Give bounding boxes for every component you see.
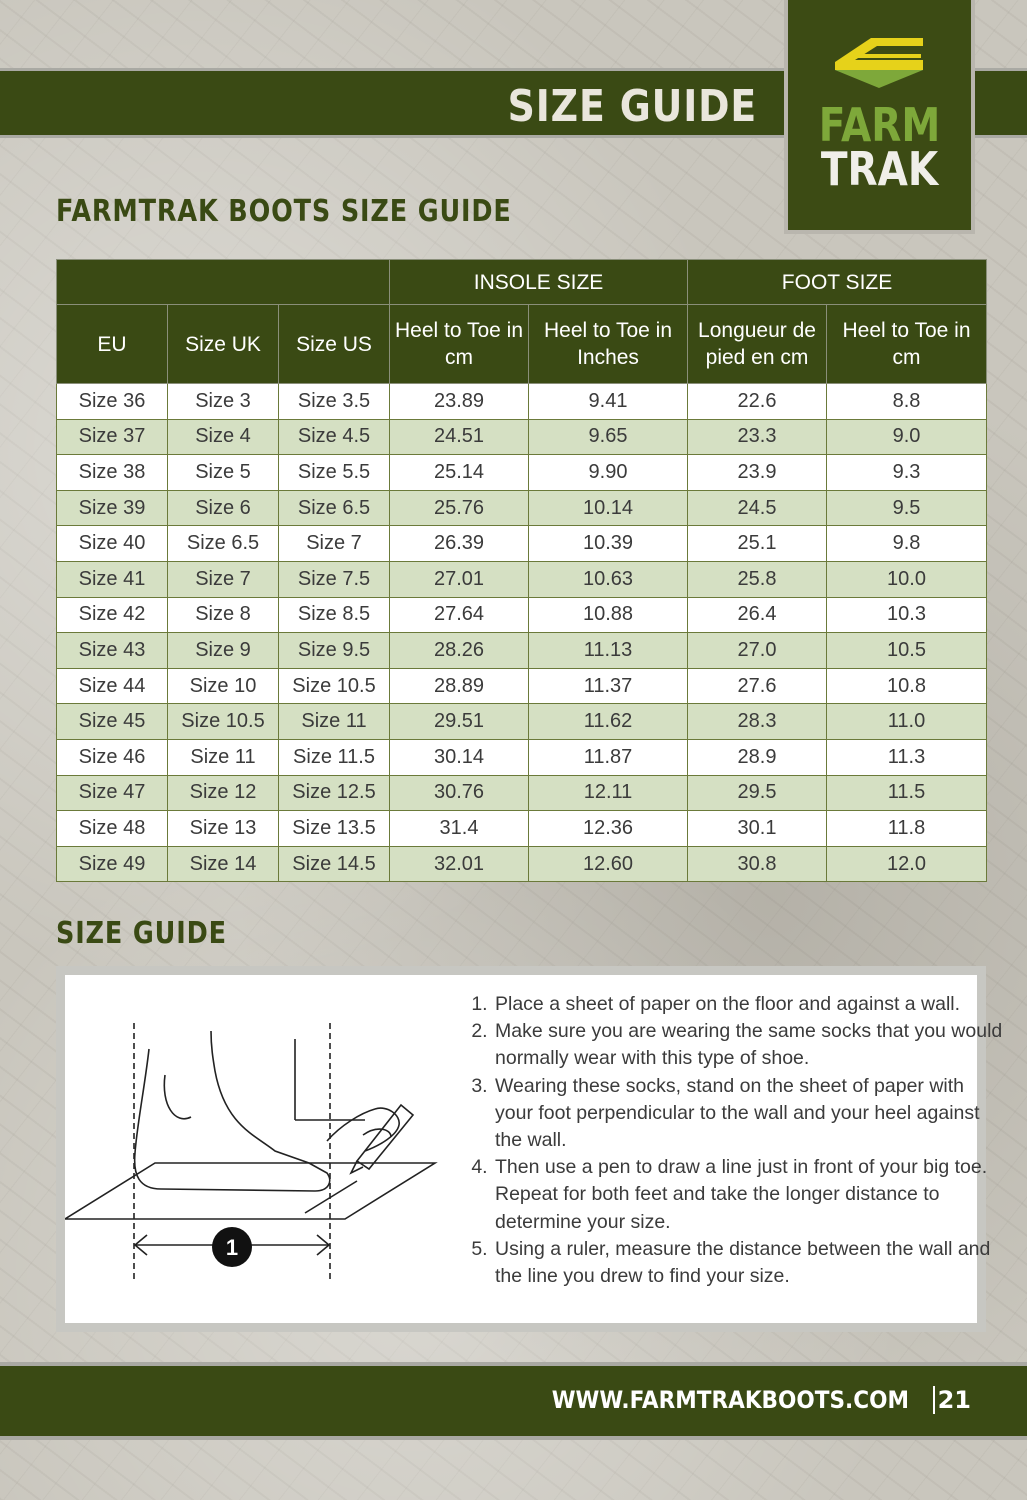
banner-title: SIZE GUIDE [507,81,757,132]
table-cell: Size 6.5 [279,490,390,526]
table-cell: 30.76 [390,775,529,811]
table-row [57,633,987,669]
table-cell: Size 10.5 [279,668,390,704]
table-cell: 9.3 [827,455,987,491]
table-cell: 11.0 [827,704,987,740]
table-cell: 25.8 [688,561,827,597]
table-cell: Size 40 [57,526,168,562]
table-cell: 28.26 [390,633,529,669]
column-header: Size US [279,305,390,384]
table-row [57,597,987,633]
table-cell: 9.5 [827,490,987,526]
table-cell: 9.41 [529,384,688,420]
table-cell: 10.5 [827,633,987,669]
table-cell: 26.39 [390,526,529,562]
table-cell: Size 38 [57,455,168,491]
table-cell: Size 7 [279,526,390,562]
table-cell: Size 9.5 [279,633,390,669]
table-cell: 11.87 [529,739,688,775]
footer-website-link[interactable]: WWW.FARMTRAKBOOTS.COM [551,1386,909,1414]
table-cell: Size 12 [168,775,279,811]
table-row [57,419,987,455]
farmtrak-chevron-logo-icon [833,36,925,88]
table-cell: 28.3 [688,704,827,740]
table-cell: 12.36 [529,811,688,847]
table-cell: 28.89 [390,668,529,704]
table-row [57,526,987,562]
table-cell: 24.5 [688,490,827,526]
table-cell: Size 5.5 [279,455,390,491]
table-cell: Size 43 [57,633,168,669]
table-cell: Size 7.5 [279,561,390,597]
table-cell: Size 47 [57,775,168,811]
table-row [57,561,987,597]
table-header-blank [57,260,390,305]
table-cell: 25.76 [390,490,529,526]
column-header: Longueur de pied en cm [688,305,827,384]
table-cell: Size 10.5 [168,704,279,740]
measuring-step: 1. Place a sheet of paper on the floor and against a wall. [493,991,1003,1018]
footer-band [0,1362,1027,1440]
table-cell: 11.37 [529,668,688,704]
table-row [57,704,987,740]
table-cell: Size 3 [168,384,279,420]
table-cell: Size 10 [168,668,279,704]
table-cell: Size 49 [57,846,168,882]
table-row [57,490,987,526]
table-cell: Size 7 [168,561,279,597]
foot-measuring-illustration-icon [65,975,445,1315]
size-table-body [57,384,987,882]
measuring-steps-list [457,991,1003,1290]
table-cell: Size 13 [168,811,279,847]
table-cell: 10.8 [827,668,987,704]
table-header-insole-size: INSOLE SIZE [390,260,688,305]
table-cell: 11.13 [529,633,688,669]
brand-logo [788,0,971,230]
logo-word-farm: FARM [818,98,941,152]
table-cell: Size 36 [57,384,168,420]
table-cell: 9.8 [827,526,987,562]
table-cell: 32.01 [390,846,529,882]
table-header-foot-size: FOOT SIZE [688,260,987,305]
table-cell: Size 37 [57,419,168,455]
table-cell: 8.8 [827,384,987,420]
table-row [57,846,987,882]
table-cell: 29.5 [688,775,827,811]
table-cell: 25.14 [390,455,529,491]
column-header: Heel to Toe in cm [827,305,987,384]
column-header: Size UK [168,305,279,384]
table-section-title: FARMTRAK BOOTS SIZE GUIDE [56,194,512,229]
table-cell: Size 6 [168,490,279,526]
table-cell: 9.65 [529,419,688,455]
table-cell: Size 4 [168,419,279,455]
column-header: Heel to Toe in cm [390,305,529,384]
table-cell: 12.11 [529,775,688,811]
illustration-step-marker: 1 [225,1235,239,1260]
footer-divider [933,1386,935,1414]
table-cell: Size 9 [168,633,279,669]
table-cell: 23.3 [688,419,827,455]
table-cell: Size 8.5 [279,597,390,633]
table-cell: 10.3 [827,597,987,633]
table-cell: 24.51 [390,419,529,455]
table-cell: Size 41 [57,561,168,597]
table-cell: 29.51 [390,704,529,740]
table-cell: 30.8 [688,846,827,882]
table-cell: Size 11 [168,739,279,775]
table-cell: 11.8 [827,811,987,847]
measuring-guide-panel [56,966,1003,1332]
table-cell: 12.0 [827,846,987,882]
table-cell: Size 12.5 [279,775,390,811]
table-cell: Size 13.5 [279,811,390,847]
table-cell: 10.63 [529,561,688,597]
table-cell: Size 42 [57,597,168,633]
table-cell: 27.01 [390,561,529,597]
table-cell: Size 48 [57,811,168,847]
table-cell: Size 6.5 [168,526,279,562]
table-cell: Size 39 [57,490,168,526]
table-cell: Size 46 [57,739,168,775]
table-cell: Size 14.5 [279,846,390,882]
table-cell: 12.60 [529,846,688,882]
table-cell: 11.5 [827,775,987,811]
table-cell: 22.6 [688,384,827,420]
logo-word-trak: TRAK [820,142,939,196]
table-cell: 10.0 [827,561,987,597]
table-cell: 10.14 [529,490,688,526]
table-cell: 25.1 [688,526,827,562]
table-cell: Size 45 [57,704,168,740]
table-cell: 10.39 [529,526,688,562]
table-cell: 23.89 [390,384,529,420]
table-cell: 11.62 [529,704,688,740]
table-row [57,775,987,811]
table-cell: 26.4 [688,597,827,633]
table-cell: 27.0 [688,633,827,669]
measuring-step: 5. Using a ruler, measure the distance between the wall and the line you drew to find your size. [493,1236,1003,1290]
table-cell: Size 3.5 [279,384,390,420]
table-cell: 27.64 [390,597,529,633]
table-cell: Size 11.5 [279,739,390,775]
table-cell: Size 5 [168,455,279,491]
table-cell: Size 14 [168,846,279,882]
measuring-step: 2. Make sure you are wearing the same socks that you would normally wear with this type of shoe. [493,1018,1003,1072]
table-cell: 30.1 [688,811,827,847]
table-cell: Size 4.5 [279,419,390,455]
table-cell: 9.0 [827,419,987,455]
measuring-step: 4. Then use a pen to draw a line just in front of your big toe. Repeat for both feet and take the longer distance to determine your size. [493,1154,1003,1236]
table-row [57,811,987,847]
table-cell: 28.9 [688,739,827,775]
table-row [57,739,987,775]
table-cell: Size 11 [279,704,390,740]
page-number: 21 [937,1386,971,1414]
table-row [57,668,987,704]
measuring-step: 3. Wearing these socks, stand on the sheet of paper with your foot perpendicular to the wall and your heel against the wall. [493,1073,1003,1155]
table-cell: 23.9 [688,455,827,491]
table-cell: 9.90 [529,455,688,491]
column-header: Heel to Toe in Inches [529,305,688,384]
table-cell: Size 44 [57,668,168,704]
table-row [57,455,987,491]
table-cell: 30.14 [390,739,529,775]
table-cell: 10.88 [529,597,688,633]
table-cell: Size 8 [168,597,279,633]
column-header: EU [57,305,168,384]
table-row [57,384,987,420]
guide-section-title: SIZE GUIDE [56,916,227,951]
table-cell: 27.6 [688,668,827,704]
size-table [56,259,987,882]
table-cell: 31.4 [390,811,529,847]
table-cell: 11.3 [827,739,987,775]
